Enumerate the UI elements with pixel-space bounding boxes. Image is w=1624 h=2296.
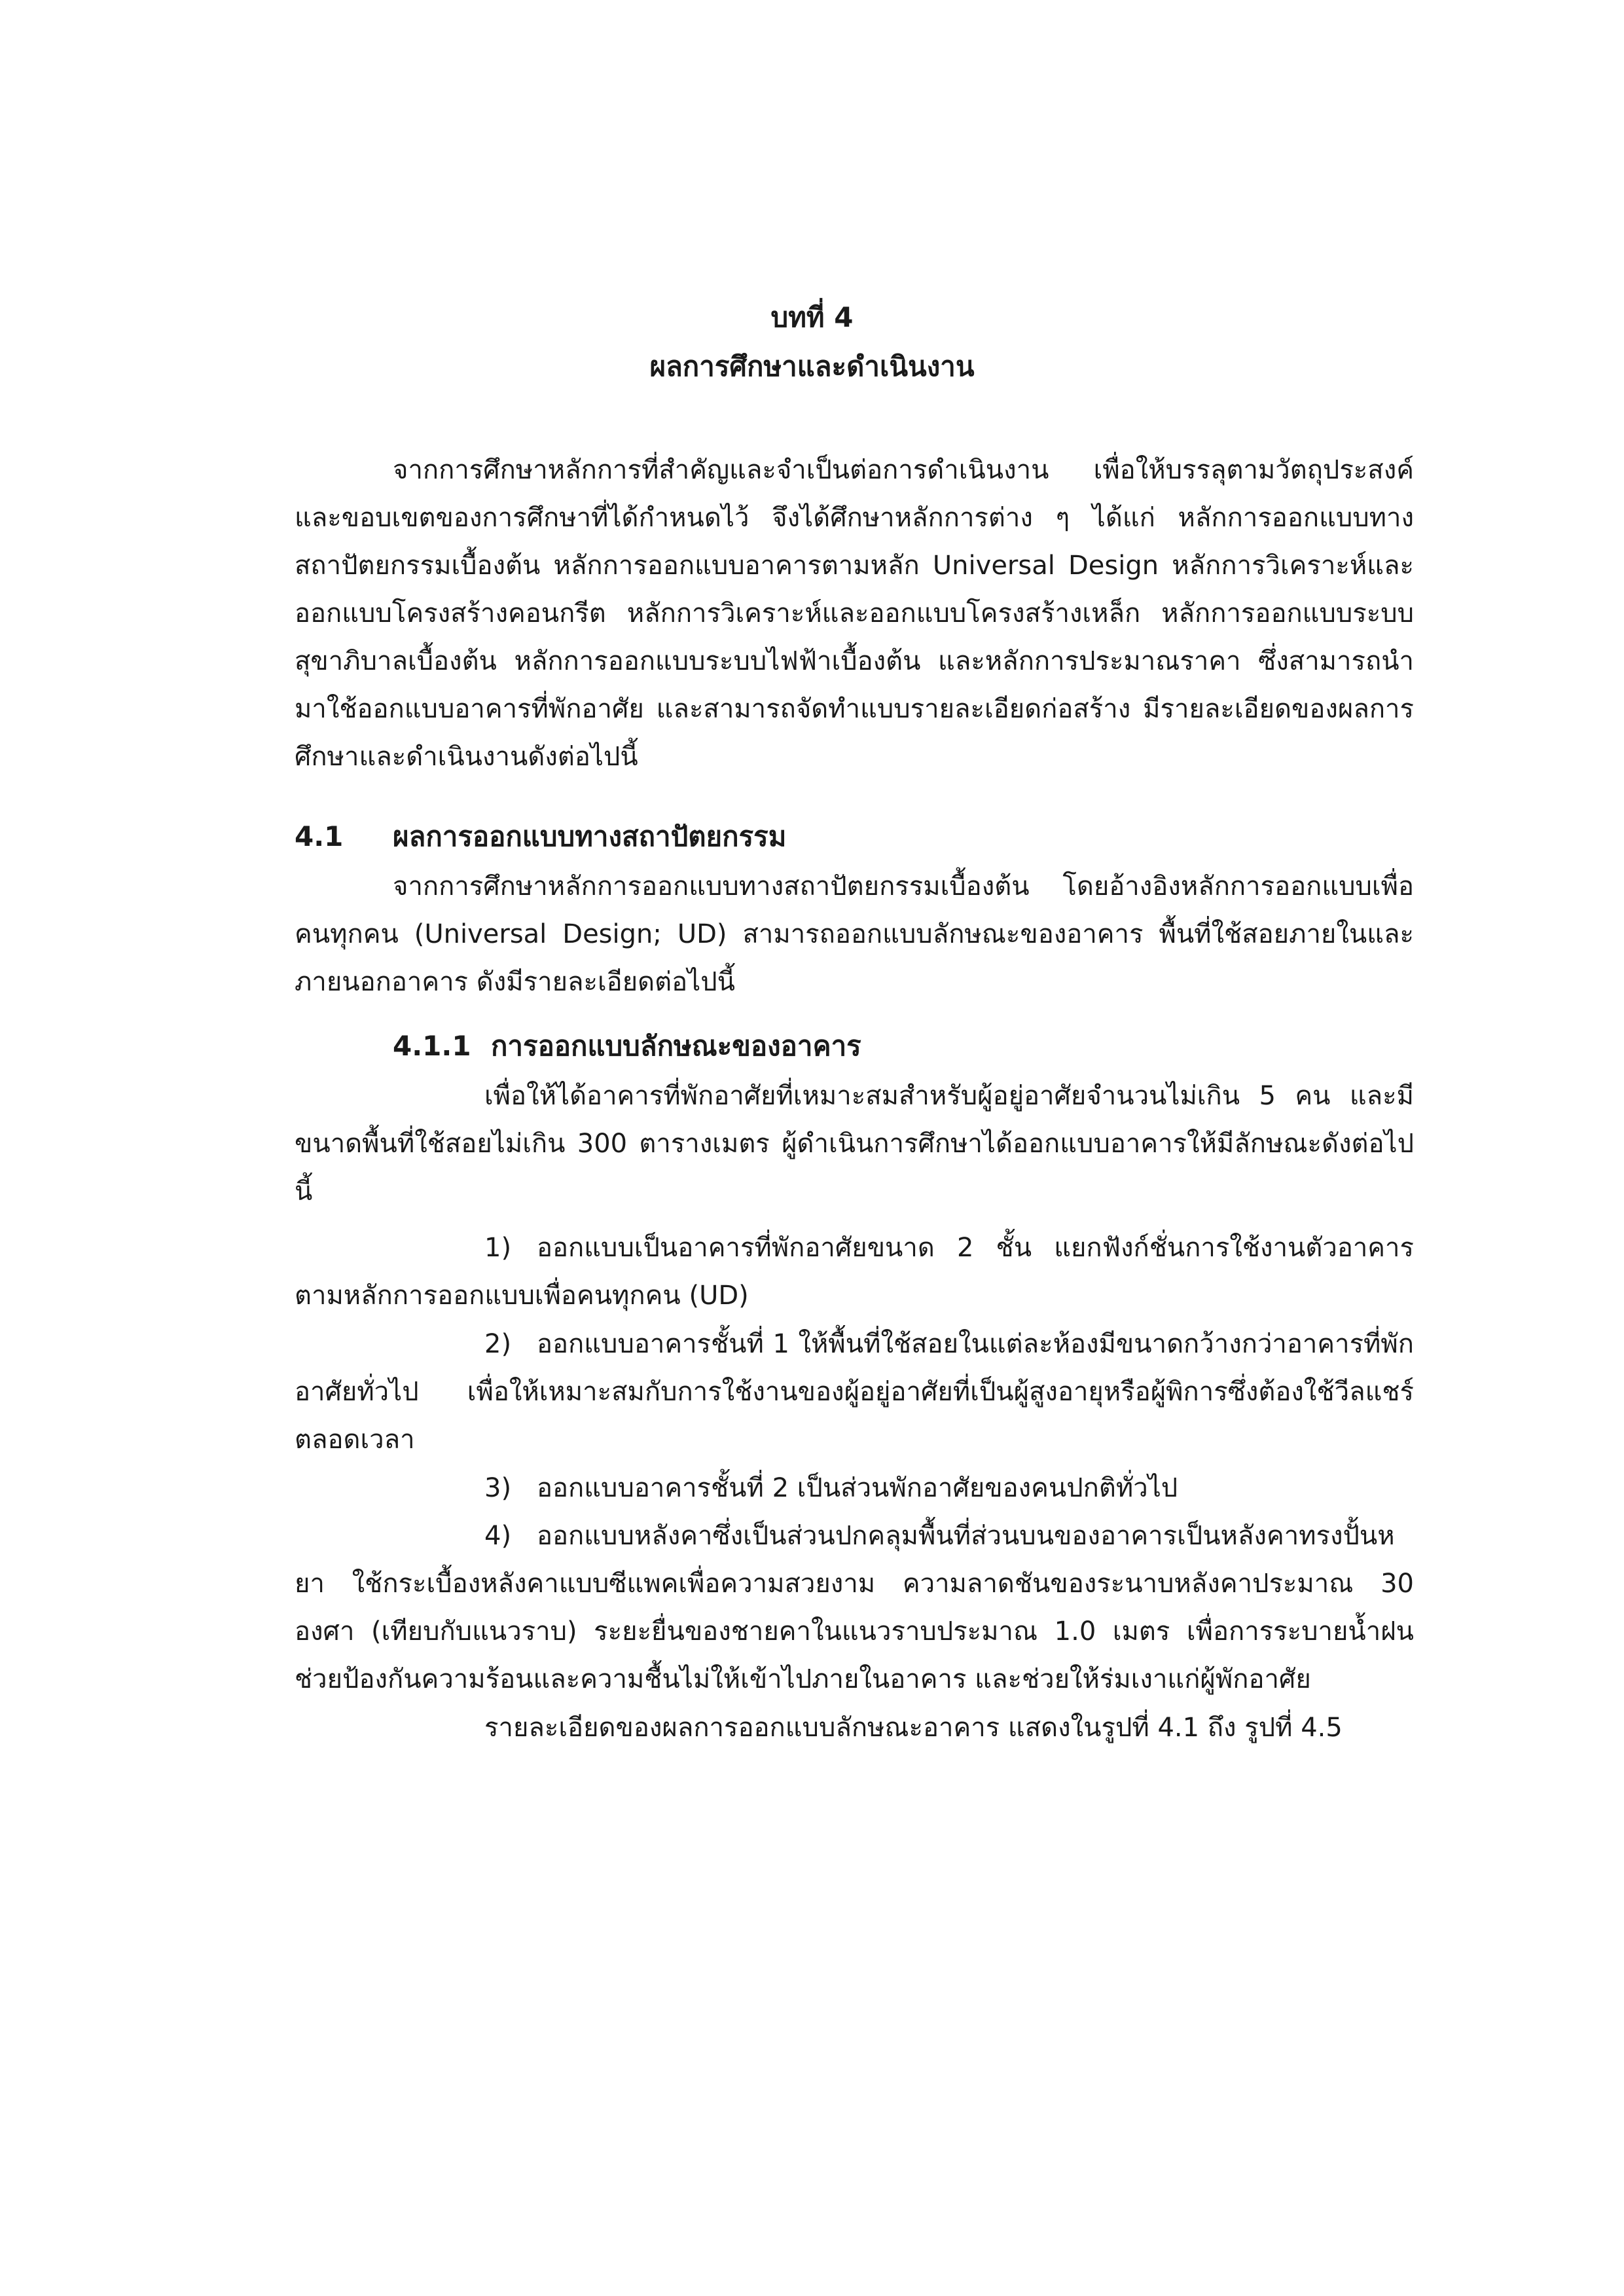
chapter-title: ผลการศึกษาและดำเนินงาน [649,350,975,382]
section-4-1-paragraph: จากการศึกษาหลักการออกแบบทางสถาปัตยกรรมเบื้องต้น โดยอ้างอิงหลักการออกแบบเพื่อคนทุกคน (Universal Design; UD) สามารถออกแบบลักษณะของอาคาร พื้นที่ใช้สอยภายในและภายนอกอาคาร ดังมีรายละเอียดต่อไปนี้ [295,871,1414,997]
list-item-number: 3) [484,1473,512,1503]
summary-paragraph: รายละเอียดของผลการออกแบบลักษณะอาคาร แสดงในรูปที่ 4.1 ถึง รูปที่ 4.5 [484,1713,1343,1743]
list-item-number: 2) [484,1329,512,1359]
list-item [295,1512,1414,1704]
section-title: ผลการออกแบบทางสถาปัตยกรรม [393,820,787,852]
chapter-number: บทที่ 4 [770,301,854,333]
list-item [295,1465,1414,1512]
list-item-number: 1) [484,1233,512,1263]
section-number: 4.1 [295,820,344,852]
intro-paragraph: จากการศึกษาหลักการที่สำคัญและจำเป็นต่อการดำเนินงาน เพื่อให้บรรลุตามวัตถุประสงค์และขอบเขตของการศึกษาที่ได้กำหนดไว้ จึงได้ศึกษาหลักการต่าง ๆ ได้แก่ หลักการออกแบบทางสถาปัตยกรรมเบื้องต้น หลักการออกแบบอาคารตามหลัก Universal Design หลักการวิเคราะห์และออกแบบโครงสร้างคอนกรีต หลักการวิเคราะห์และออกแบบโครงสร้างเหล็ก หลักการออกแบบระบบสุขาภิบาลเบื้องต้น หลักการออกแบบระบบไฟฟ้าเบื้องต้น และหลักการประมาณราคา ซึ่งสามารถนำมาใช้ออกแบบอาคารที่พักอาศัย และสามารถจัดทำแบบรายละเอียดก่อสร้าง มีรายละเอียดของผลการศึกษาและดำเนินงานดังต่อไปนี้ [295,455,1414,772]
subsection-4-1-1-paragraph: เพื่อให้ได้อาคารที่พักอาศัยที่เหมาะสมสำหรับผู้อยู่อาศัยจำนวนไม่เกิน 5 คน และมีขนาดพื้นที่ใช้สอยไม่เกิน 300 ตารางเมตร ผู้ดำเนินการศึกษาได้ออกแบบอาคารให้มีลักษณะดังต่อไปนี้ [295,1081,1414,1207]
list-item-number: 4) [484,1521,512,1551]
section-heading-4-1 [295,817,1414,856]
subsection-number: 4.1.1 [393,1030,471,1062]
list-item-text: ออกแบบเป็นอาคารที่พักอาศัยขนาด 2 ชั้น แยกฟังก์ชั่นการใช้งานตัวอาคารตามหลักการออกแบบเพื่อคนทุกคน (UD) [295,1233,1414,1311]
list-item [295,1321,1414,1464]
subsection-heading-4-1-1 [393,1027,1414,1066]
list-item-text: ออกแบบหลังคาซึ่งเป็นส่วนปกคลุมพื้นที่ส่วนบนของอาคารเป็นหลังคาทรงปั้นหยา ใช้กระเบื้องหลังคาแบบซีแพคเพื่อความสวยงาม ความลาดชันของระนาบหลังคาประมาณ 30 องศา (เทียบกับแนวราบ) ระยะยื่นของชายคาในแนวราบประมาณ 1.0 เมตร เพื่อการระบายน้ำฝน ช่วยป้องกันความร้อนและความชื้นไม่ให้เข้าไปภายในอาคาร และช่วยให้ร่มเงาแก่ผู้พักอาศัย [295,1521,1414,1694]
list-item-text: ออกแบบอาคารชั้นที่ 1 ให้พื้นที่ใช้สอยในแต่ละห้องมีขนาดกว้างกว่าอาคารที่พักอาศัยทั่วไป เพื่อให้เหมาะสมกับการใช้งานของผู้อยู่อาศัยที่เป็นผู้สูงอายุหรือผู้พิการซึ่งต้องใช้วีลแชร์ตลอดเวลา [295,1329,1414,1455]
list-item [295,1224,1414,1320]
subsection-title: การออกแบบลักษณะของอาคาร [491,1030,861,1062]
list-item-text: ออกแบบอาคารชั้นที่ 2 เป็นส่วนพักอาศัยของคนปกติทั่วไป [537,1473,1178,1503]
